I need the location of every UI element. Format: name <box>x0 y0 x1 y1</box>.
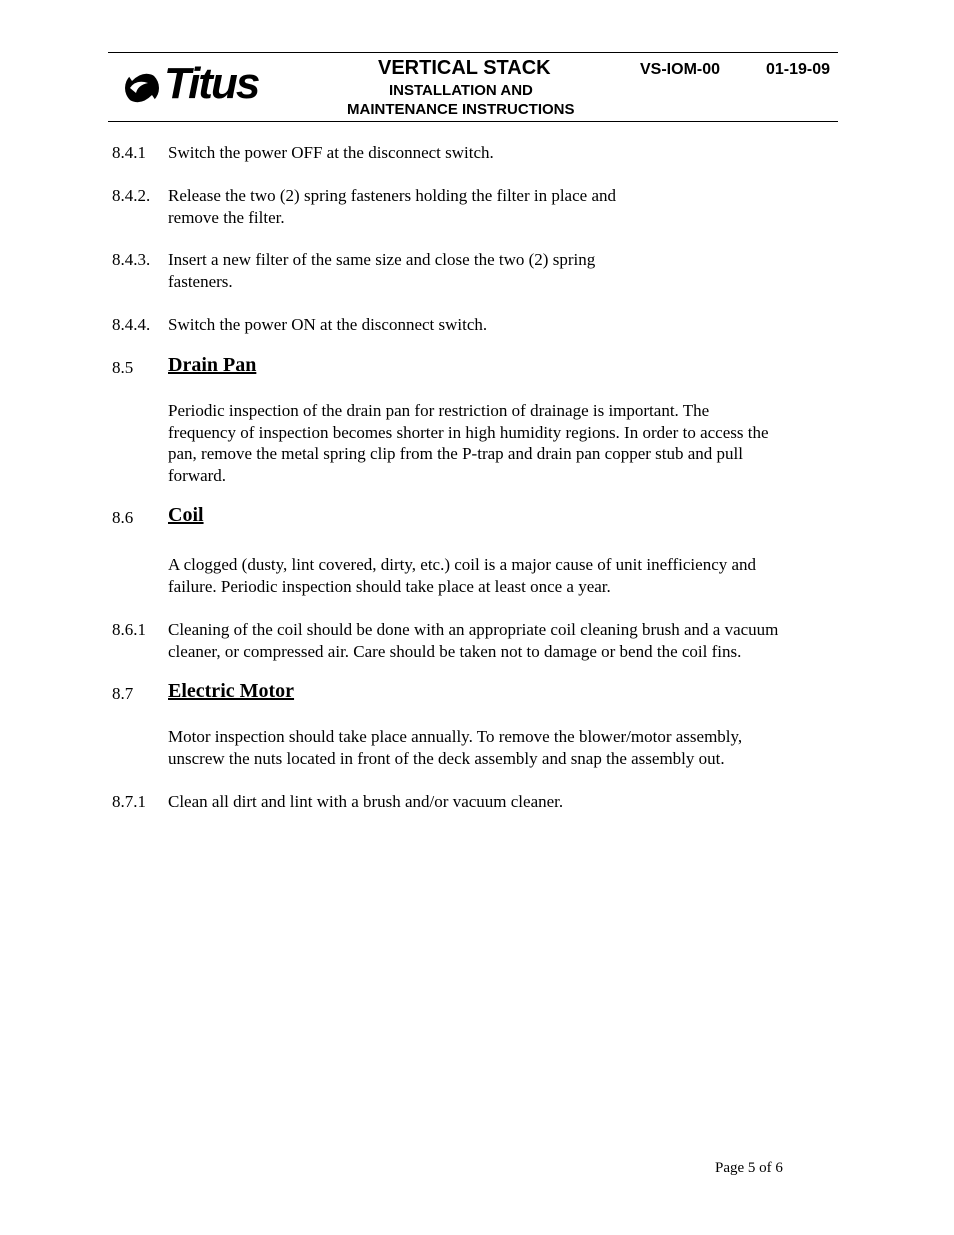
section-heading: Electric Motor <box>168 680 295 702</box>
section-number: 8.5 <box>112 358 134 377</box>
step-number: 8.6.1 <box>112 620 146 639</box>
step-text-line: Release the two (2) spring fasteners holding the filter in place and <box>168 186 616 205</box>
step-number: 8.7.1 <box>112 792 146 811</box>
step-text: Switch the power OFF at the disconnect switch. <box>168 143 494 162</box>
step-number: 8.4.1 <box>112 143 146 162</box>
titus-logo <box>122 59 267 113</box>
step-text-line: cleaner, or compressed air. Care should be taken not to damage or bend the coil fins. <box>168 642 742 661</box>
paragraph-line: Periodic inspection of the drain pan for restriction of drainage is important. The <box>168 401 710 420</box>
step-text-line: Cleaning of the coil should be done with an appropriate coil cleaning brush and a vacuum <box>168 620 779 639</box>
section-heading: Coil <box>168 504 204 526</box>
logo-wordmark: Titus <box>164 59 259 108</box>
step-text: Clean all dirt and lint with a brush and/or vacuum cleaner. <box>168 792 564 811</box>
section-heading: Drain Pan <box>168 354 257 376</box>
paragraph-line: pan, remove the metal spring clip from the P-trap and drain pan copper stub and pull <box>168 444 744 463</box>
paragraph-line: frequency of inspection becomes shorter in high humidity regions. In order to access the <box>168 423 769 442</box>
paragraph-line: Motor inspection should take place annually. To remove the blower/motor assembly, <box>168 727 743 746</box>
step-text-line: Insert a new filter of the same size and close the two (2) spring <box>168 250 596 269</box>
page-number: Page 5 of 6 <box>715 1160 783 1176</box>
step-text-line: fasteners. <box>168 272 233 291</box>
step-number: 8.4.3. <box>112 250 151 269</box>
step-text-line: remove the filter. <box>168 208 285 227</box>
step-number: 8.4.4. <box>112 315 151 334</box>
header-top-rule <box>108 52 838 53</box>
doc-number: VS-IOM-00 <box>640 61 721 78</box>
doc-title: VERTICAL STACK <box>378 57 551 79</box>
section-number: 8.6 <box>112 508 134 527</box>
doc-date: 01-19-09 <box>766 61 831 78</box>
paragraph-line: A clogged (dusty, lint covered, dirty, etc.) coil is a major cause of unit inefficiency and <box>168 555 757 574</box>
paragraph-line: failure. Periodic inspection should take place at least once a year. <box>168 577 611 596</box>
swirl-logo-icon <box>122 65 162 111</box>
doc-subtitle-line2: MAINTENANCE INSTRUCTIONS <box>347 101 575 118</box>
paragraph-line: unscrew the nuts located in front of the deck assembly and snap the assembly out. <box>168 749 725 768</box>
step-number: 8.4.2. <box>112 186 151 205</box>
step-text: Switch the power ON at the disconnect switch. <box>168 315 488 334</box>
header-bottom-rule <box>108 121 838 122</box>
doc-subtitle-line1: INSTALLATION AND <box>389 82 533 99</box>
section-number: 8.7 <box>112 684 134 703</box>
paragraph-line: forward. <box>168 466 227 485</box>
